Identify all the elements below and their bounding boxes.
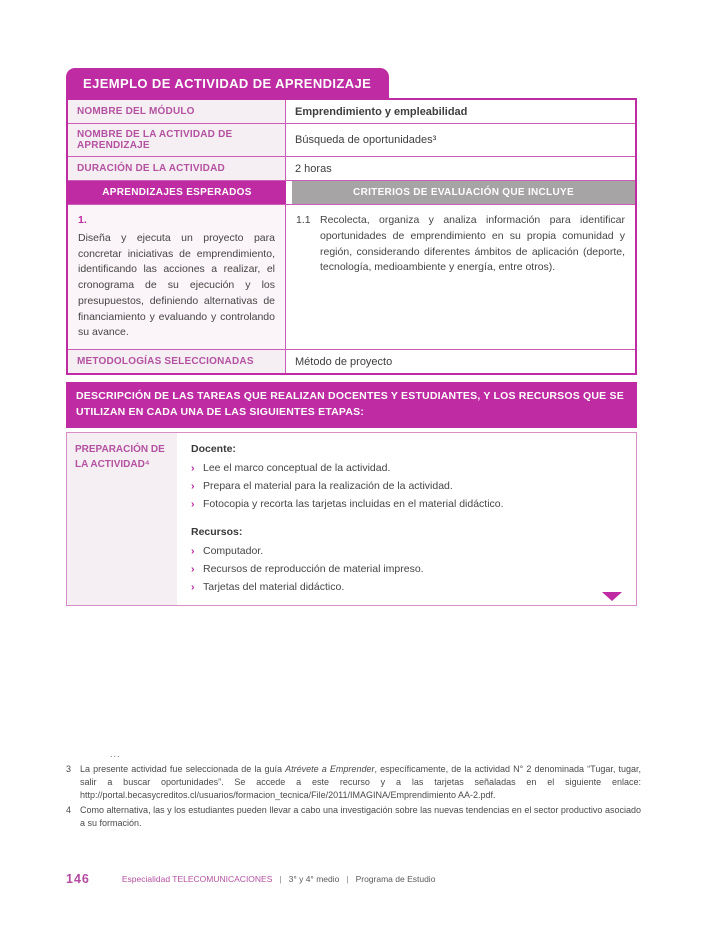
footnote-text-part: , específicamente, de la actividad N° 2 denominada “Tugar, tugar, salir a buscar oportunidades”. Se accede a este recurso y a las tarjetas señaladas en el siguiente enlace: http://portal.becasycreditos.cl/usuarios/formacion_tecnica/File/2011/IMAGINA/Emprendimiento AA-2.pdf.: [80, 764, 642, 801]
bullet-icon: ›: [191, 563, 195, 576]
table-row: [68, 124, 635, 157]
docente-item: Fotocopia y recorta las tarjetas incluidas en el material didáctico.: [203, 498, 504, 511]
expected-learning-cell: [68, 205, 286, 349]
page-content: [66, 68, 637, 606]
criteria-number: 1.1: [296, 214, 311, 226]
footnote-text-part: La presente actividad fue seleccionada de la guía: [80, 764, 286, 775]
row-label-metodologias: METODOLOGÍAS SELECCIONADAS: [68, 350, 286, 373]
list-item: [191, 495, 622, 513]
footnote: [66, 804, 641, 830]
bullet-icon: ›: [191, 461, 195, 474]
footnote-number: 3: [66, 764, 72, 775]
footer-meta: [122, 874, 436, 884]
footer-program: Programa de Estudio: [355, 874, 436, 884]
recursos-item: Computador.: [203, 544, 264, 557]
preparation-label: PREPARACIÓN DE LA ACTIVIDAD⁴: [67, 433, 177, 605]
recursos-item: Recursos de reproducción de material impreso.: [203, 563, 424, 576]
expected-learning-number: 1.: [78, 214, 87, 226]
recursos-item: Tarjetas del material didáctico.: [203, 581, 345, 594]
table-row: [68, 350, 635, 373]
list-item: [191, 542, 622, 560]
page-number: 146: [66, 872, 90, 886]
row-value-duracion: 2 horas: [295, 162, 332, 175]
row-label-actividad: NOMBRE DE LA ACTIVIDAD DE APRENDIZAJE: [68, 124, 286, 156]
table-row: [68, 157, 635, 181]
footnote-text: Como alternativa, las y los estudiantes pueden llevar a cabo una investigación sobre las nuevas tendencias en el sector productivo asociado a su formación.: [80, 805, 641, 829]
footer-specialty: Especialidad TELECOMUNICACIONES: [121, 874, 273, 884]
row-value-metodologias: Método de proyecto: [295, 355, 393, 368]
bullet-icon: ›: [191, 581, 195, 594]
footnotes: [66, 748, 641, 830]
header-criterios: CRITERIOS DE EVALUACIÓN QUE INCLUYE: [292, 181, 635, 204]
footnote: [66, 763, 641, 802]
row-value-actividad: Búsqueda de oportunidades³: [295, 134, 437, 146]
criteria-text: Recolecta, organiza y analiza información para identificar oportunidades de emprendimiento en su propia comunidad y región, considerando diferentes ámbitos de aplicación (deporte, tecnología, medioambiente y energía, entre otros).: [320, 214, 625, 274]
docente-item: Prepara el material para la realización de la actividad.: [203, 479, 453, 492]
row-label-modulo: NOMBRE DEL MÓDULO: [68, 100, 286, 123]
preparation-content: [177, 433, 636, 605]
column-headers-row: [68, 181, 635, 205]
footnote-ellipsis: ...: [110, 749, 121, 759]
row-value-modulo: Emprendimiento y empleabilidad: [295, 105, 468, 118]
footer-separator: |: [279, 874, 282, 884]
bullet-icon: ›: [191, 479, 195, 492]
list-item: [191, 459, 622, 477]
learning-content-row: [68, 205, 635, 350]
row-label-duracion: DURACIÓN DE LA ACTIVIDAD: [68, 157, 286, 180]
bullet-icon: ›: [191, 544, 195, 557]
footer-separator: |: [346, 874, 349, 884]
activity-table: [66, 98, 637, 375]
page-footer: [66, 872, 435, 886]
footnote-text: [80, 763, 641, 802]
bullet-icon: ›: [191, 498, 195, 511]
list-item: [191, 578, 622, 596]
list-item: [191, 477, 622, 495]
footer-grade: 3° y 4° medio: [288, 874, 340, 884]
recursos-heading: Recursos:: [191, 525, 243, 538]
footnote-number: 4: [66, 805, 72, 816]
docente-item: Lee el marco conceptual de la actividad.: [203, 461, 391, 474]
continuation-arrow-icon: [602, 592, 622, 601]
expected-learning-text: Diseña y ejecuta un proyecto para concretar iniciativas de emprendimiento, identificando las acciones a realizar, el cronograma de su ejecución y los presupuestos, definiendo alternativas de financiamiento y evaluando y controlando su avance.: [78, 231, 275, 339]
docente-heading: Docente:: [191, 442, 236, 455]
page-title: EJEMPLO DE ACTIVIDAD DE APRENDIZAJE: [66, 68, 389, 98]
table-row: [68, 100, 635, 124]
list-item: [191, 560, 622, 578]
header-aprendizajes: APRENDIZAJES ESPERADOS: [68, 181, 286, 204]
description-banner: DESCRIPCIÓN DE LAS TAREAS QUE REALIZAN DOCENTES Y ESTUDIANTES, Y LOS RECURSOS QUE SE UTILIZAN EN CADA UNA DE LAS SIGUIENTES ETAPAS:: [66, 382, 637, 428]
footnote-guide-title: Atrévete a Emprender: [285, 764, 375, 775]
preparation-section: [66, 432, 637, 606]
criteria-cell: [286, 205, 635, 349]
